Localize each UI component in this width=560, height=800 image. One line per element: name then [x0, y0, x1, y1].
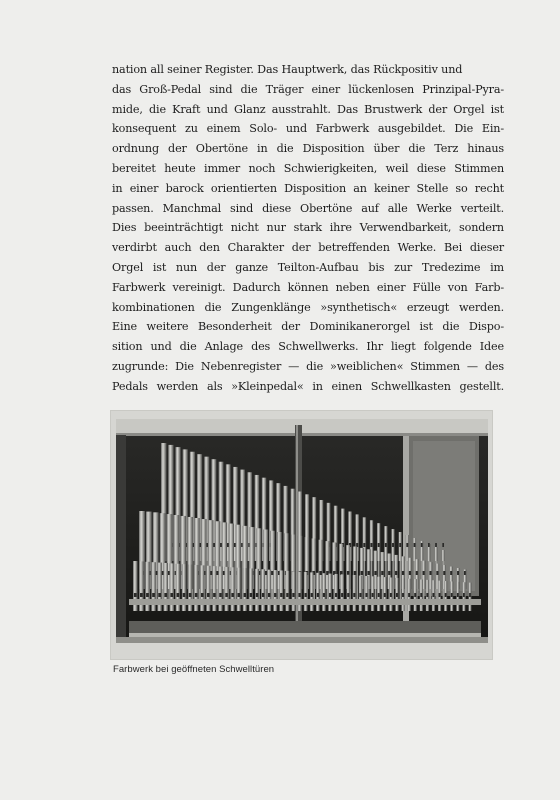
text-line: Farbwerk vereinigt. Dadurch können neben einer Fülle von Farb- — [112, 280, 504, 294]
text-line: konsequent zu einem Solo- und Farbwerk ausgebildet. Die Ein- — [112, 122, 504, 136]
text-line: nation all seiner Register. Das Hauptwerk, das Rückpositiv und — [112, 63, 463, 76]
organ-pipes-illustration — [111, 411, 492, 659]
organ-photo — [111, 411, 492, 659]
text-line: kombinationen die Zungenklänge »synthetisch« erzeugt werden. — [112, 300, 504, 314]
body-text — [112, 60, 504, 397]
text-line: zugrunde: Die Nebenregister — die »weiblichen« Stimmen — des — [112, 359, 504, 373]
text-line: Dies beeinträchtigt nicht nur stark ihre Verwendbarkeit, sondern — [112, 221, 504, 235]
text-line: verdirbt auch den Charakter der betreffenden Werke. Bei dieser — [112, 241, 504, 255]
text-line: in einer barock orientierten Disposition an keiner Stelle so recht — [112, 181, 504, 195]
text-line: Eine weitere Besonderheit der Dominikanerorgel ist die Dispo- — [112, 320, 504, 334]
text-line: bereitet heute immer noch Schwierigkeiten, weil diese Stimmen — [112, 161, 504, 175]
text-line: ordnung der Obertöne in die Disposition über die Terz hinaus — [112, 142, 504, 156]
figure-caption: Farbwerk bei geöffneten Schwelltüren — [113, 664, 275, 675]
text-line: Orgel ist nun der ganze Teilton-Aufbau bis zur Tredezime im — [112, 260, 504, 274]
text-line: Pedals werden als »Kleinpedal« in einen Schwellkasten gestellt. — [112, 379, 504, 393]
text-line: passen. Manchmal sind diese Obertöne auf alle Werke verteilt. — [112, 201, 504, 215]
text-line: sition und die Anlage des Schwellwerks. Ihr liegt folgende Idee — [112, 340, 504, 354]
text-line: das Groß-Pedal sind die Träger einer lückenlosen Prinzipal-Pyra- — [112, 82, 504, 96]
text-line: mide, die Kraft und Glanz ausstrahlt. Das Brustwerk der Orgel ist — [112, 102, 504, 116]
